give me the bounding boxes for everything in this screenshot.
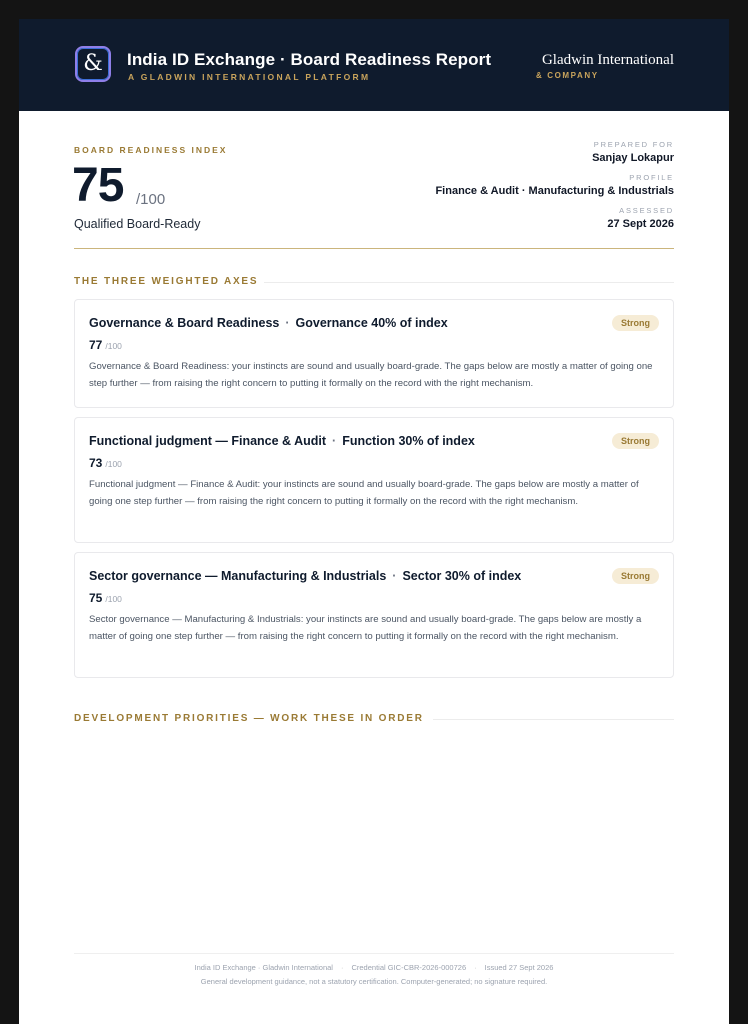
axis-card-function — [74, 417, 674, 543]
footer-credential: Credential GIC-CBR-2026-000726 — [351, 963, 467, 972]
assessed-value: 27 Sept 2026 — [607, 218, 674, 230]
section-divider — [74, 248, 674, 249]
assessed-block — [607, 206, 674, 230]
axis-score-value: 73 — [89, 456, 103, 470]
index-label: BOARD READINESS INDEX — [74, 145, 228, 155]
assessed-label: ASSESSED — [619, 206, 674, 215]
axis-name: Functional judgment — Finance & Audit — [89, 434, 327, 448]
platform-subtitle: A GLADWIN INTERNATIONAL PLATFORM — [128, 72, 371, 82]
axis-weight: Sector 30% of index — [402, 569, 522, 583]
axis-score — [89, 456, 122, 470]
footer-disclaimer: General development guidance, not a statutory certification. Computer-generated; no signature required. — [200, 977, 548, 986]
axis-separator: · — [285, 316, 290, 330]
axis-score-max: /100 — [105, 459, 122, 469]
axis-heading — [89, 434, 475, 448]
axis-separator: · — [392, 569, 397, 583]
status-badge: Strong — [612, 433, 659, 449]
axis-description: Functional judgment — Finance & Audit: your instincts are sound and usually board-grade. The gaps below are mostly a matter of going one step further — from raising the right concern to putting it formally on the record with the right mechanism. — [89, 479, 639, 507]
axis-name: Governance & Board Readiness — [89, 316, 280, 330]
axis-description: Governance & Board Readiness: your instincts are sound and usually board-grade. The gaps below are mostly a matter of going one step further — from raising the right concern to putting it formally on the record with the right mechanism. — [89, 361, 653, 389]
axis-score-max: /100 — [105, 341, 122, 351]
status-badge: Strong — [612, 315, 659, 331]
axis-name: Sector governance — Manufacturing & Industrials — [89, 569, 387, 583]
brand-name: Gladwin International — [541, 52, 674, 68]
axis-score-value: 77 — [89, 338, 103, 352]
axis-score — [89, 591, 122, 605]
footer-separator: · — [340, 963, 344, 972]
report-header — [19, 19, 729, 111]
profile-label: PROFILE — [629, 173, 674, 182]
axis-separator: · — [332, 434, 337, 448]
brand-subtitle: & COMPANY — [536, 71, 599, 80]
axis-description: Sector governance — Manufacturing & Industrials: your instincts are sound and usually board-grade. The gaps below are mostly a matter of going one step further — from raising the right concern to putting it formally on the record with the right mechanism. — [89, 614, 642, 642]
footer-issuer: India ID Exchange · Gladwin International — [194, 963, 333, 972]
profile-value: Finance & Audit · Manufacturing & Industrials — [435, 185, 674, 197]
prepared-for-block — [592, 140, 674, 164]
report-page — [19, 19, 729, 1024]
axis-weight: Function 30% of index — [342, 434, 475, 448]
axes-section-title: THE THREE WEIGHTED AXES — [74, 276, 259, 287]
axis-score-max: /100 — [105, 594, 122, 604]
axis-heading — [89, 569, 521, 583]
axis-score — [89, 338, 122, 352]
priorities-section-rule — [433, 719, 674, 720]
index-score-max: /100 — [136, 191, 166, 208]
axis-heading — [89, 316, 448, 330]
profile-block — [435, 173, 674, 197]
status-badge: Strong — [612, 568, 659, 584]
priorities-section-title: DEVELOPMENT PRIORITIES — WORK THESE IN ORDER — [74, 713, 424, 724]
axis-card-sector — [74, 552, 674, 678]
ampersand-logo-icon: & — [75, 46, 111, 82]
footer-separator: · — [474, 963, 477, 972]
index-score: 75 — [72, 159, 124, 212]
axes-section-rule — [264, 282, 674, 283]
index-verdict: Qualified Board-Ready — [74, 217, 201, 231]
axis-card-governance — [74, 299, 674, 408]
prepared-for-value: Sanjay Lokapur — [592, 152, 674, 164]
axis-score-value: 75 — [89, 591, 103, 605]
prepared-for-label: PREPARED FOR — [593, 140, 674, 149]
report-title: India ID Exchange · Board Readiness Report — [127, 50, 492, 69]
footer-divider — [74, 953, 674, 954]
footer-issued: Issued 27 Sept 2026 — [484, 963, 554, 972]
footer-line — [74, 963, 674, 972]
axis-weight: Governance 40% of index — [295, 316, 448, 330]
